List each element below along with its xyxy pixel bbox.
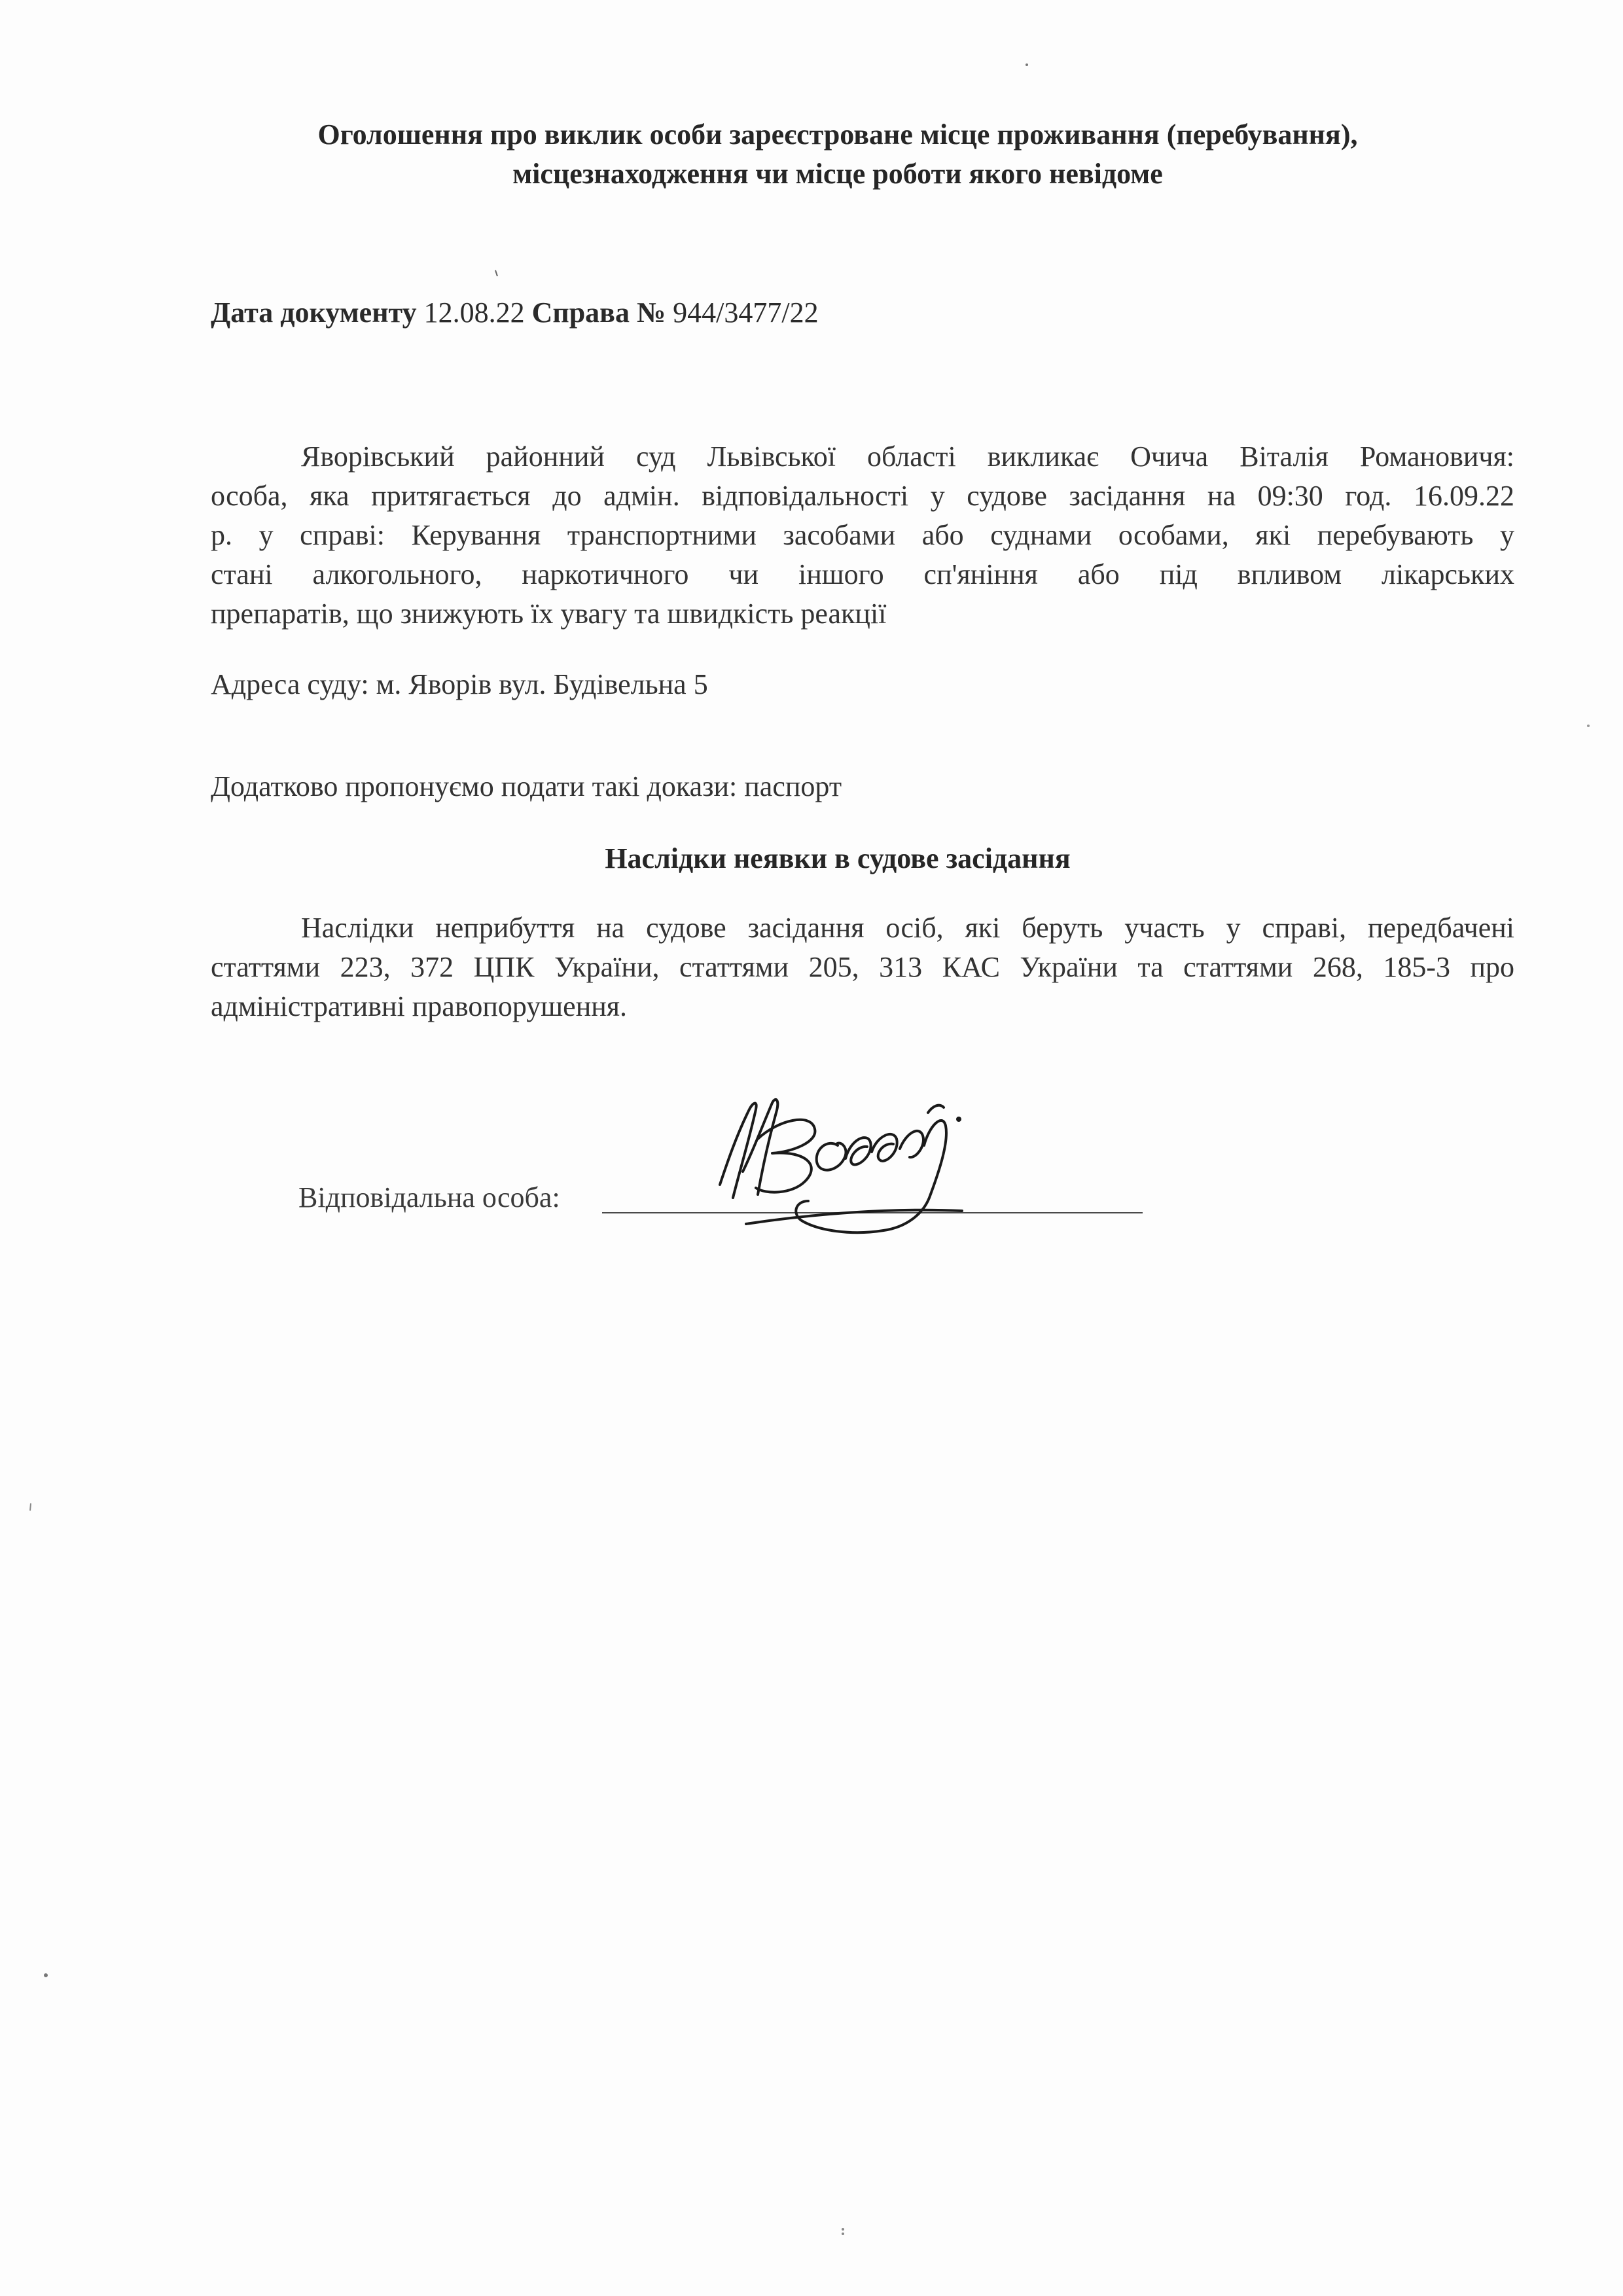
case-value: 944/3477/22 <box>673 296 819 329</box>
summons-line: стані алкогольного, наркотичного чи іншого сп'яніння або під впливом лікарських <box>211 558 1514 590</box>
title-line-2: місцезнаходження чи місце роботи якого невідоме <box>512 158 1163 190</box>
consequences-paragraph <box>211 908 1514 1026</box>
summons-line: Яворівський районний суд Львівської області викликає Очича Віталія Романовичя: <box>301 440 1514 473</box>
summons-line: р. у справі: Керування транспортними засобами або суднами особами, які перебувають у <box>211 519 1514 551</box>
title-line-1: Оголошення про виклик особи зареєстроване місце проживання (перебування), <box>317 118 1358 151</box>
scan-speck <box>29 1503 33 1512</box>
scan-speck <box>43 1973 48 1978</box>
document-meta <box>211 293 819 332</box>
document-title <box>196 115 1479 194</box>
consequences-line: Наслідки неприбуття на судове засідання осіб, які беруть участь у справі, передбачені <box>301 912 1514 944</box>
summons-paragraph <box>211 437 1514 634</box>
evidence-note: Додатково пропонуємо подати такі докази: паспорт <box>211 770 842 802</box>
date-value: 12.08.22 <box>423 296 525 329</box>
consequences-heading: Наслідки неявки в судове засідання <box>605 842 1071 874</box>
scan-speck <box>495 270 499 278</box>
consequences-line: статтями 223, 372 ЦПК України, статтями 205, 313 КАС України та статтями 268, 185-3 про <box>211 951 1514 983</box>
scan-speck <box>1025 63 1029 67</box>
summons-line: препаратів, що знижують їх увагу та швидкість реакції <box>211 598 887 630</box>
responsible-person-label: Відповідальна особа: <box>298 1181 560 1213</box>
scan-speck <box>840 2227 846 2236</box>
scan-speck <box>1586 724 1590 728</box>
date-label: Дата документу <box>211 296 417 329</box>
court-address: Адреса суду: м. Яворів вул. Будівельна 5 <box>211 668 708 700</box>
case-label: Справа № <box>531 296 666 329</box>
handwritten-signature <box>681 1073 1047 1250</box>
summons-line: особа, яка притягається до адмін. відповідальності у судове засідання на 09:30 год. 16.09.22 <box>211 480 1514 512</box>
consequences-line: адміністративні правопорушення. <box>211 990 628 1022</box>
